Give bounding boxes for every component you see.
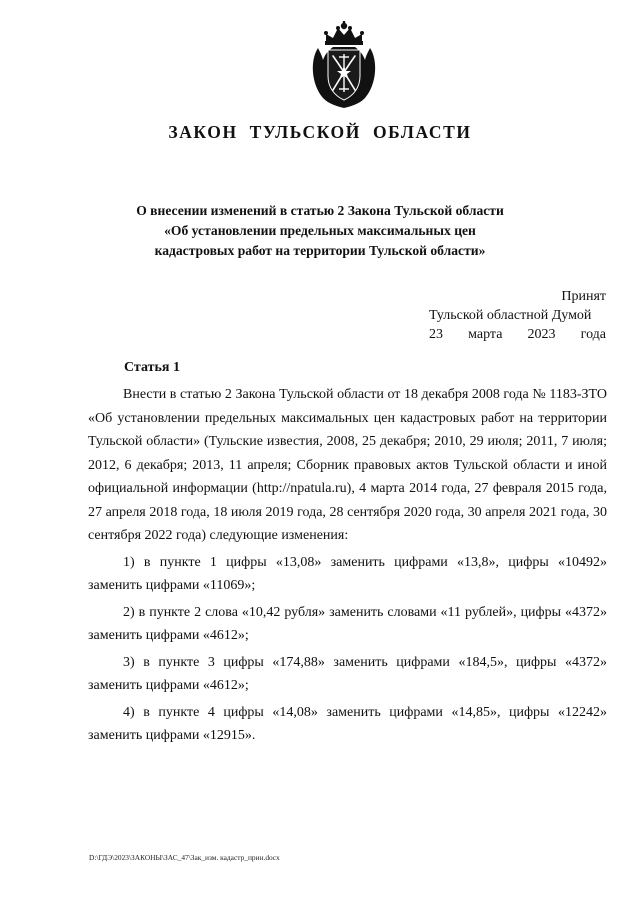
adoption-year-word: года xyxy=(580,327,606,342)
subtitle-line: О внесении изменений в статью 2 Закона Тульской области xyxy=(136,203,504,218)
adoption-month: марта xyxy=(468,327,503,342)
subtitle-line: «Об установлении предельных максимальных цен xyxy=(164,223,476,238)
adoption-year: 2023 xyxy=(527,327,556,342)
adoption-block xyxy=(429,287,606,344)
adoption-status: Принят xyxy=(561,289,606,304)
article-heading: Статья 1 xyxy=(124,360,180,375)
amendment-item: 1) в пункте 1 цифры «13,08» заменить цифрами «13,8», цифры «10492» заменить цифрами «11069»; xyxy=(88,554,607,593)
adoption-day: 23 xyxy=(429,327,443,342)
document-subtitle xyxy=(100,201,540,261)
amendment-item: 3) в пункте 3 цифры «174,88» заменить цифрами «184,5», цифры «4372» заменить цифрами «4612»; xyxy=(88,654,607,693)
article-body xyxy=(88,383,607,748)
adoption-date xyxy=(429,325,606,344)
adoption-body: Тульской областной Думой xyxy=(429,308,592,323)
footer-file-path: D:\ГДЭ\2023\ЗАКОНЫ\ЗАС_47\Зак_изм. кадастр_прин.docx xyxy=(89,853,280,862)
article-intro-paragraph: Внести в статью 2 Закона Тульской области от 18 декабря 2008 года № 1183-ЗТО «Об установлении предельных максимальных цен кадастровых работ на территории Тульской области» (Тульские известия, 2008, 25 декабря; 2010, 29 июля; 2011, 7 июля; 2012, 6 декабря; 2013, 11 апреля; Сборник правовых актов Тульской области и иной официальной информации (http://npatula.ru), 4 марта 2014 года, 27 февраля 2015 года, 27 апреля 2018 года, 18 июля 2019 года, 28 сентября 2020 года, 30 апреля 2021 года, 30 сентября 2022 года) следующие изменения: xyxy=(88,387,607,543)
subtitle-line: кадастровых работ на территории Тульской области» xyxy=(154,243,486,258)
document-title: ЗАКОН ТУЛЬСКОЙ ОБЛАСТИ xyxy=(168,122,472,142)
tula-region-coat-of-arms-icon xyxy=(309,20,379,112)
amendment-item: 2) в пункте 2 слова «10,42 рубля» заменить словами «11 рублей», цифры «4372» заменить цифрами «4612»; xyxy=(88,604,607,643)
amendment-item: 4) в пункте 4 цифры «14,08» заменить цифрами «14,85», цифры «12242» заменить цифрами «12915». xyxy=(88,704,607,743)
